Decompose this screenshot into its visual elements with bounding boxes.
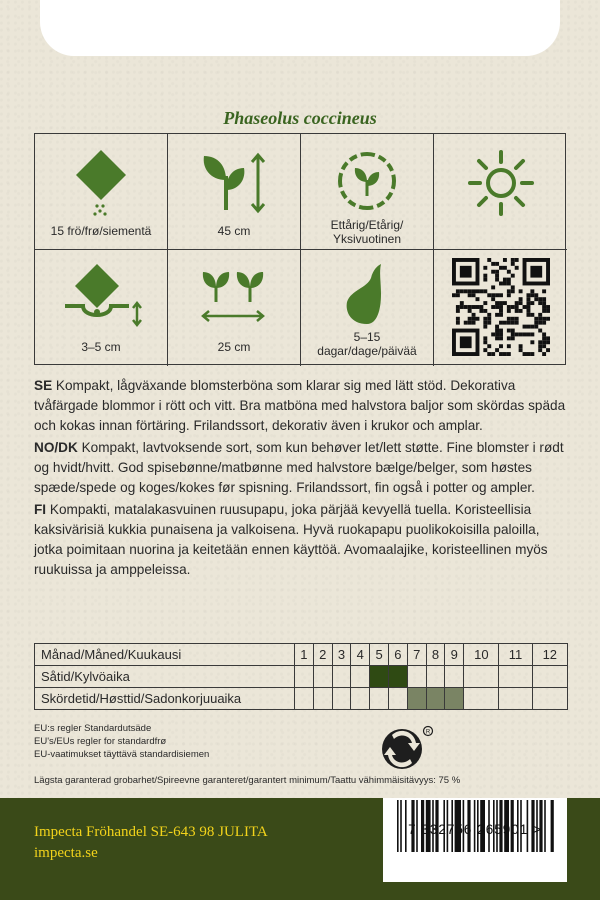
harvest-cell (532, 688, 567, 710)
month-5: 5 (370, 644, 389, 666)
green-dot-recycle-icon (380, 725, 436, 773)
hang-hole-cutout (40, 0, 560, 56)
qr-code[interactable] (452, 258, 550, 356)
annual-cycle-icon (332, 148, 402, 214)
seeds-label: 15 frö/frø/siementä (50, 224, 152, 238)
cell-lifecycle (301, 134, 434, 250)
plant-height-icon (196, 150, 272, 216)
cell-depth (35, 250, 168, 366)
month-2: 2 (313, 644, 332, 666)
sow-cell (351, 666, 370, 688)
calendar-sow-row (35, 666, 568, 688)
cell-qr (434, 250, 567, 366)
calendar-harvest-row (35, 688, 568, 710)
harvest-cell (313, 688, 332, 710)
sow-cell (388, 666, 407, 688)
germination-guarantee: Lägsta garanterad grobarhet/Spireevne garanteret/garantert minimum/Taattu vähimmäisitävyys: 75 % (34, 775, 461, 786)
cell-seeds (35, 134, 168, 250)
month-11: 11 (499, 644, 532, 666)
sun-icon (466, 148, 536, 218)
harvest-cell (351, 688, 370, 710)
germination-label-1: 5–15 (353, 330, 381, 344)
svg-text:R: R (425, 729, 431, 736)
lang-code-nodk: NO/DK (34, 440, 78, 455)
month-10: 10 (464, 644, 499, 666)
germination-label-2: dagar/dage/päivää (317, 344, 417, 358)
eu-regulation-text (34, 722, 209, 761)
month-9: 9 (445, 644, 464, 666)
harvest-cell (295, 688, 314, 710)
sow-cell (313, 666, 332, 688)
harvest-cell (499, 688, 532, 710)
month-header: Månad/Måned/Kuukausi (35, 644, 295, 666)
cell-height (168, 134, 301, 250)
sow-cell (370, 666, 389, 688)
sow-cell (295, 666, 314, 688)
harvest-cell (407, 688, 426, 710)
harvest-label: Skördetid/Høsttid/Sadonkorjuuaika (35, 688, 295, 710)
sowing-depth-icon (59, 260, 143, 332)
lang-code-se: SE (34, 378, 53, 393)
month-1: 1 (295, 644, 314, 666)
sow-cell (445, 666, 464, 688)
cell-sun (434, 134, 567, 250)
harvest-cell (464, 688, 499, 710)
harvest-cell (370, 688, 389, 710)
desc-se-text: Kompakt, lågväxande blomsterböna som klarar sig med lätt stöd. Dekorativa tvåfärgade blommor i rött och vitt. Bra matböna med halvstora baljor som skördas späda och kokas innan förtäring. Frilandssort, dekorativ även i krukor och amplar. (34, 378, 566, 433)
sow-cell (464, 666, 499, 688)
desc-se (34, 376, 566, 436)
legal-line-1: EU:s regler Standardutsäde (34, 723, 152, 734)
cell-spacing (168, 250, 301, 366)
sow-cell (532, 666, 567, 688)
lifecycle-label-2: Yksivuotinen (332, 232, 402, 246)
seed-packet-icon (66, 146, 136, 218)
month-6: 6 (388, 644, 407, 666)
plant-spacing-icon (194, 262, 274, 328)
sow-cell (407, 666, 426, 688)
month-12: 12 (532, 644, 567, 666)
barcode-number: 7 332756 265901 > (408, 822, 542, 837)
desc-nodk (34, 438, 566, 498)
species-name: Phaseolus coccineus (223, 108, 377, 128)
vendor-url[interactable]: impecta.se (34, 845, 98, 861)
month-8: 8 (426, 644, 445, 666)
harvest-cell (332, 688, 351, 710)
harvest-cell (426, 688, 445, 710)
vendor-info (34, 822, 268, 864)
legal-line-2: EU's/EUs regler for standardfrø (34, 736, 167, 747)
sow-cell (499, 666, 532, 688)
harvest-cell (388, 688, 407, 710)
vendor-address: Impecta Fröhandel SE-643 98 JULITA (34, 824, 268, 840)
icon-grid (34, 133, 566, 365)
calendar-header-row (35, 644, 568, 666)
legal-line-3: EU-vaatimukset täyttävä standardisiemen (34, 749, 210, 760)
germination-sprout-icon (337, 260, 397, 326)
barcode-box (383, 798, 567, 882)
month-4: 4 (351, 644, 370, 666)
cell-germination (301, 250, 434, 366)
desc-fi-text: Kompakti, matalakasvuinen ruusupapu, joka pärjää kevyellä tuella. Koristeellisia kaksivärisiä kukkia punaisena ja valkoisena. Hyvä ruokapapu puolikokoisilla paloilla, jotka poimitaan nuorina ja keitetään ennen käyttöä. Avomaalajike, koristeellinen myös ruukuissa ja amppeleissa. (34, 502, 548, 577)
month-7: 7 (407, 644, 426, 666)
sow-label: Såtid/Kylvöaika (35, 666, 295, 688)
lifecycle-label-1: Ettårig/Etårig/ (330, 218, 404, 232)
month-3: 3 (332, 644, 351, 666)
desc-fi (34, 500, 566, 580)
description (34, 376, 566, 582)
lang-code-fi: FI (34, 502, 47, 517)
sow-cell (332, 666, 351, 688)
depth-label: 3–5 cm (81, 340, 121, 354)
height-label: 45 cm (217, 224, 251, 238)
spacing-label: 25 cm (217, 340, 251, 354)
sow-cell (426, 666, 445, 688)
sowing-calendar (34, 643, 568, 710)
harvest-cell (445, 688, 464, 710)
desc-nodk-text: Kompakt, lavtvoksende sort, som kun behøver let/lett støtte. Fine blomster i rødt og hvidt/hvitt. God spisebønne/matbønne med halvstore bælge/belger, som høstes spæde/spede og koges/kokes før spisning. Frilandssort, fin også i potter og ampler. (34, 440, 564, 495)
